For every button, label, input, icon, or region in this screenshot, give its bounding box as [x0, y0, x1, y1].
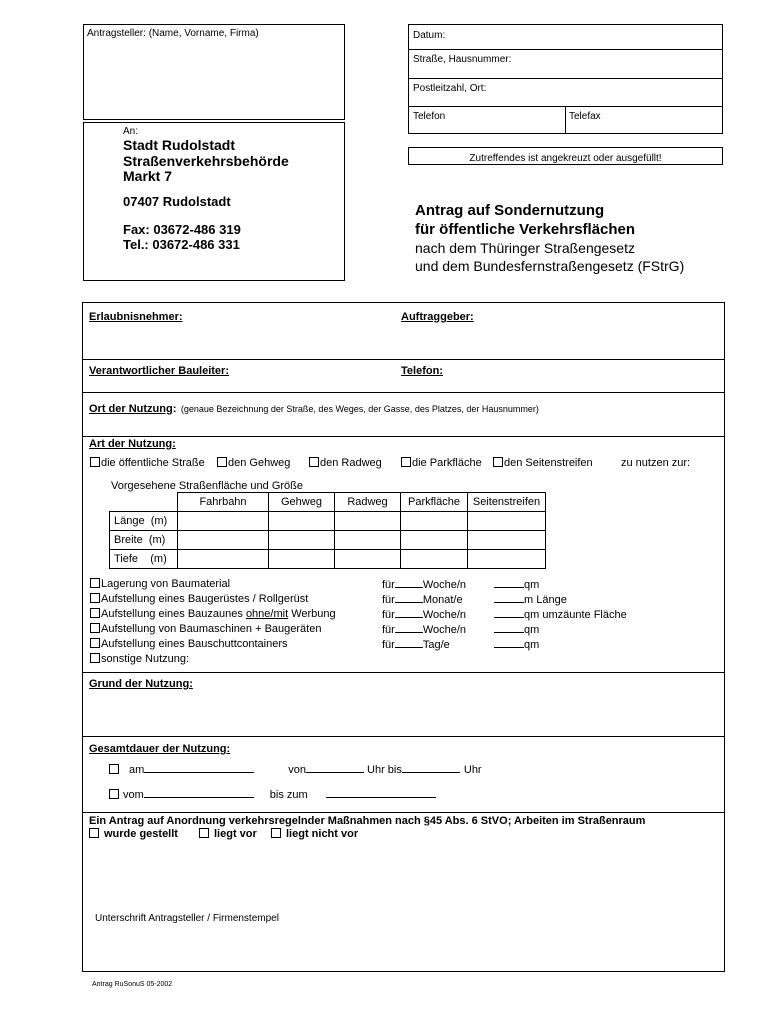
plz-label: Postleitzahl, Ort: — [413, 83, 487, 94]
applicant-box[interactable] — [83, 24, 345, 120]
main-form — [82, 302, 725, 972]
title-line3: nach dem Thüringer Straßengesetz — [415, 240, 635, 256]
recipient-city: 07407 Rudolstadt — [123, 194, 231, 209]
telefon-field-label: Telefon — [413, 111, 446, 122]
size-cell[interactable] — [335, 531, 401, 550]
art-options — [90, 457, 205, 469]
recipient-box — [83, 122, 345, 281]
size-row-label: Tiefe (m) — [110, 550, 178, 569]
antrag-title: Ein Antrag auf Anordnung verkehrsregelnder Maßnahmen nach §45 Abs. 6 StVO; Arbeiten im Straßenraum — [89, 815, 646, 827]
telefax-field-label: Telefax — [569, 111, 601, 122]
table-row — [110, 512, 546, 531]
art-option-gehweg[interactable]: den Gehweg — [217, 457, 290, 469]
art-option-parkflaeche[interactable]: die Parkfläche — [401, 457, 482, 469]
use-duration-2: für Monat/e — [382, 594, 463, 606]
use-item-baumaschinen[interactable]: Aufstellung von Baumaschinen + Baugeräten — [90, 623, 321, 635]
checkbox[interactable] — [89, 828, 99, 838]
recipient-tel: Tel.: 03672-486 331 — [123, 237, 240, 252]
size-header: Radweg — [335, 493, 401, 512]
dauer-label: Gesamtdauer der Nutzung: — [89, 743, 231, 755]
use-item-lagerung[interactable]: Lagerung von Baumaterial — [90, 578, 230, 590]
size-cell[interactable] — [178, 550, 269, 569]
checkbox[interactable] — [90, 608, 100, 618]
checkbox[interactable] — [90, 457, 100, 467]
recipient-fax: Fax: 03672-486 319 — [123, 222, 241, 237]
ort-label: Ort der Nutzung — [89, 403, 173, 415]
checkbox[interactable] — [493, 457, 503, 467]
form-title — [415, 201, 684, 275]
recipient-line1: Stadt Rudolstadt — [123, 137, 235, 153]
telefon-label: Telefon: — [401, 365, 443, 377]
table-row — [110, 550, 546, 569]
use-qty-5: qm — [494, 638, 539, 651]
use-duration-3: für Woche/n — [382, 609, 467, 621]
checkbox[interactable] — [109, 764, 119, 774]
bauleiter-label: Verantwortlicher Bauleiter: — [89, 365, 229, 377]
checkbox[interactable] — [90, 593, 100, 603]
applicant-label: Antragsteller: (Name, Vorname, Firma) — [87, 28, 259, 39]
antrag-option-liegt-vor[interactable]: liegt vor — [199, 828, 257, 840]
use-item-geruest[interactable]: Aufstellung eines Baugerüstes / Rollgerüst — [90, 593, 308, 605]
art-label: Art der Nutzung: — [89, 438, 176, 450]
size-cell[interactable] — [335, 512, 401, 531]
ort-hint: (genaue Bezeichnung der Straße, des Weges, der Gasse, des Platzes, der Hausnummer) — [180, 404, 539, 414]
use-duration-1: für Woche/n — [382, 579, 467, 591]
use-qty-2: m Länge — [494, 593, 567, 606]
use-duration-5: für Tag/e — [382, 639, 450, 651]
antrag-options — [89, 828, 178, 840]
size-row-label: Breite (m) — [110, 531, 178, 550]
size-row-label: Länge (m) — [110, 512, 178, 531]
use-item-bauzaun[interactable]: Aufstellung eines Bauzaunes ohne/mit Werbung — [90, 608, 336, 620]
size-caption: Vorgesehene Straßenfläche und Größe — [111, 480, 304, 492]
checkbox[interactable] — [217, 457, 227, 467]
art-suffix: zu nutzen zur: — [621, 457, 691, 469]
size-header: Seitenstreifen — [468, 493, 546, 512]
size-cell[interactable] — [401, 512, 468, 531]
size-cell[interactable] — [178, 531, 269, 550]
title-line2: für öffentliche Verkehrsflächen — [415, 221, 636, 238]
use-item-sonstige[interactable]: sonstige Nutzung: — [90, 653, 189, 665]
datum-label: Datum: — [413, 30, 446, 41]
recipient-an: An: — [123, 126, 139, 137]
use-item-container[interactable]: Aufstellung eines Bauschuttcontainers — [90, 638, 288, 650]
signature-label: Unterschrift Antragsteller / Firmenstempel — [95, 913, 279, 924]
strasse-label: Straße, Hausnummer: — [413, 54, 512, 65]
checkbox[interactable] — [90, 623, 100, 633]
size-table — [109, 492, 546, 569]
title-line4: und dem Bundesfernstraßengesetz (FStrG) — [415, 258, 685, 274]
antrag-option-liegt-nicht-vor[interactable]: liegt nicht vor — [271, 828, 358, 840]
size-cell[interactable] — [468, 550, 546, 569]
recipient-line3: Markt 7 — [123, 168, 173, 184]
size-cell[interactable] — [269, 531, 335, 550]
erlaubnisnehmer-label: Erlaubnisnehmer: — [89, 311, 183, 323]
ort-row: Ort der Nutzung: (genaue Bezeichnung der Straße, des Weges, der Gasse, des Platzes, der Hausnummer) — [89, 403, 539, 415]
size-cell[interactable] — [401, 531, 468, 550]
sender-info-box — [408, 24, 723, 134]
recipient-line2: Straßenverkehrsbehörde — [123, 153, 289, 169]
use-duration-4: für Woche/n — [382, 624, 467, 636]
use-qty-1: qm — [494, 578, 539, 591]
checkbox[interactable] — [90, 653, 100, 663]
size-cell[interactable] — [401, 550, 468, 569]
art-option-seitenstreifen[interactable]: den Seitenstreifen — [493, 457, 593, 469]
hint-box — [408, 147, 723, 165]
checkbox[interactable] — [109, 789, 119, 799]
auftraggeber-label: Auftraggeber: — [401, 311, 474, 323]
size-cell[interactable] — [335, 550, 401, 569]
size-cell[interactable] — [178, 512, 269, 531]
table-row — [110, 531, 546, 550]
size-header: Gehweg — [269, 493, 335, 512]
title-line1: Antrag auf Sondernutzung — [415, 202, 605, 219]
checkbox[interactable] — [401, 457, 411, 467]
size-cell[interactable] — [269, 550, 335, 569]
dauer-row-am: am von Uhr bis Uhr — [109, 763, 482, 776]
size-header: Fahrbahn — [178, 493, 269, 512]
art-option-radweg[interactable]: den Radweg — [309, 457, 382, 469]
size-cell[interactable] — [468, 531, 546, 550]
size-cell[interactable] — [468, 512, 546, 531]
use-qty-3: qm umzäunte Fläche — [494, 608, 627, 621]
art-option-strasse[interactable]: die öffentliche Straße — [90, 457, 205, 469]
size-header: Parkfläche — [401, 493, 468, 512]
footer-code: Antrag RuSonuS 05-2002 — [92, 981, 173, 988]
checkbox[interactable] — [90, 638, 100, 648]
grund-label: Grund der Nutzung: — [89, 678, 193, 690]
antrag-option-gestellt[interactable]: wurde gestellt — [89, 828, 178, 840]
checkbox[interactable] — [309, 457, 319, 467]
dauer-row-vom: vom bis zum — [109, 788, 436, 801]
checkbox[interactable] — [271, 828, 281, 838]
checkbox[interactable] — [199, 828, 209, 838]
hint-text: Zutreffendes ist angekreuzt oder ausgefüllt! — [469, 153, 662, 164]
size-cell[interactable] — [269, 512, 335, 531]
use-qty-4: qm — [494, 623, 539, 636]
checkbox[interactable] — [90, 578, 100, 588]
